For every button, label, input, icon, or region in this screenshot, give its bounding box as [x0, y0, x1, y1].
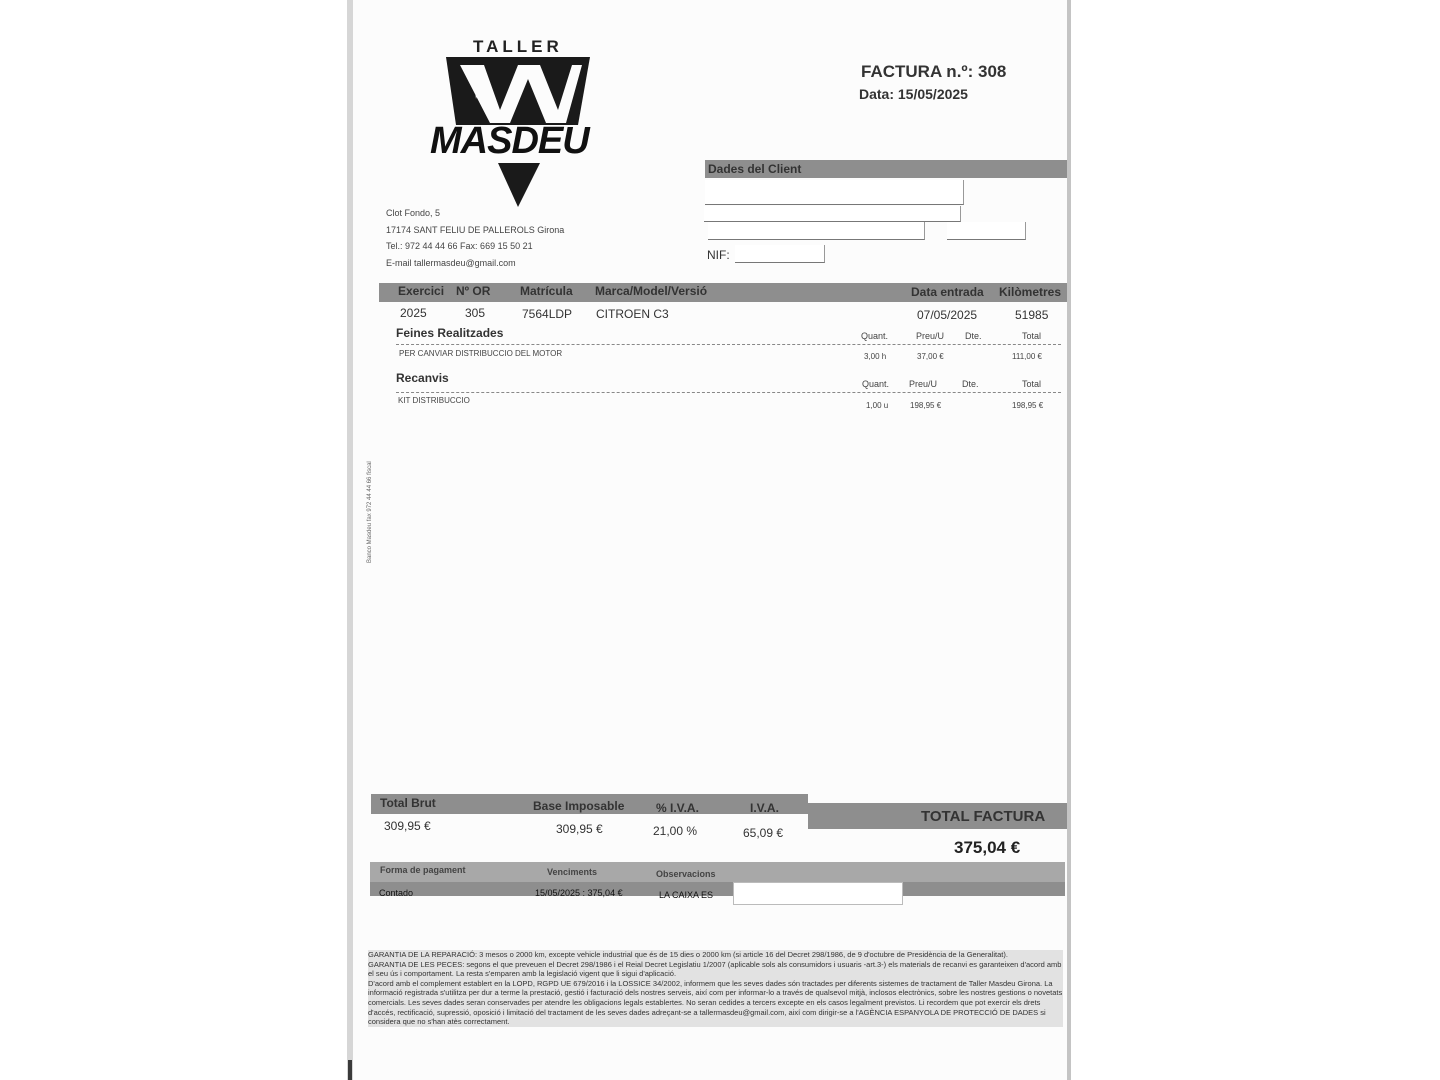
works-col-price: Preu/U [916, 331, 945, 341]
totals-header-vat-pct: % I.V.A. [656, 801, 699, 815]
payment-header-bar [370, 862, 1065, 882]
totals-base: 309,95 € [556, 822, 603, 836]
total-invoice-value: 375,04 € [954, 838, 1021, 857]
works-row-total: 111,00 € [1012, 352, 1042, 361]
scan-edge-right [1067, 0, 1071, 1080]
client-header: Dades del Client [708, 162, 802, 176]
totals-gross: 309,95 € [384, 819, 431, 833]
scan-edge-shadow [348, 1060, 352, 1080]
legal-text [368, 950, 1063, 1027]
company-address-line1: Clot Fondo, 5 [386, 208, 441, 218]
legal-warranty-parts: GARANTIA DE LES PECES: segons el que preveuen el Decret 298/1986 i el Reial Decret Legislatiu 1/2007 (aplicable sols als consumidors i usuaris -art.3-) els materials de recanvi es garanteixen d'acord amb el seu ús i comportament. La resta s'emparen amb la legislació vigent que li sigui d'aplicació. [368, 959, 1062, 979]
parts-col-price: Preu/U [909, 379, 938, 389]
parts-col-total: Total [1022, 379, 1042, 389]
total-invoice-label: TOTAL FACTURA [921, 808, 1046, 825]
client-postcode-redacted [947, 222, 1026, 240]
works-row-price: 37,00 € [917, 352, 944, 361]
parts-row-price: 198,95 € [910, 401, 942, 410]
logo-taller-text: TALLER [473, 37, 563, 56]
works-row-desc: PER CANVIAR DISTRIBUCCIO DEL MOTOR [399, 349, 563, 358]
works-title: Feines Realitzades [396, 326, 504, 340]
company-phone-fax: Tel.: 972 44 44 66 Fax: 669 15 50 21 [386, 241, 533, 251]
payment-due: 15/05/2025 : 375,04 € [535, 888, 623, 898]
payment-notes: LA CAIXA ES [659, 890, 714, 900]
vehicle-header-entry-date: Data entrada [911, 285, 984, 299]
client-nif-redacted [735, 245, 825, 263]
payment-row-bar [370, 882, 1065, 896]
vehicle-km: 51985 [1015, 308, 1049, 322]
invoice-date: Data: 15/05/2025 [859, 86, 968, 102]
works-col-total: Total [1022, 331, 1042, 341]
client-city-redacted [708, 222, 925, 240]
works-col-qty: Quant. [861, 331, 889, 341]
vehicle-plate: 7564LDP [522, 307, 573, 321]
payment-method: Contado [379, 888, 414, 898]
works-col-discount: Dte. [965, 331, 982, 341]
payment-header-notes: Observacions [656, 869, 716, 879]
legal-warranty-repair: GARANTIA DE LA REPARACIÓ: 3 mesos o 2000 km, excepte vehicle industrial que és de 15 dies o 2000 km (si article 16 del Decret 298/1986, de 9 d'octubre de Presidència de la Generalitat). [368, 950, 1008, 959]
legal-data-protection: D'acord amb el complement establert en la LOPD, RGPD UE 679/2016 i la LOSSICE 34/2002, informem que les seves dades són tractades per diferents sistemes de tractament de Taller Masdeu Girona. La informació registrada s'utilitza per dur a terme la prestació, gestió i facturació dels nostres serveis, així com per informar-lo a través de qualsevol mitjà, inclosos electrònics, sobre les nostres gestions o novetats comercials. Les seves dades seran conservades per atendre les obligacions legals establertes. No seran cedides a tercers excepte en els casos legalment previstos. Li recordem que pot exercir els drets d'accés, rectificació, supressió, oposició i limitació del tractament de les seves dades adreçant-se a tallermasdeu@gmail.com, així com dirigir-se a l'AGÈNCIA ESPANYOLA DE PROTECCIÓ DE DADES si considera que no s'han atès correctament. [368, 978, 1063, 1027]
payment-header-due: Venciments [547, 867, 598, 877]
vehicle-header-or: Nº OR [456, 284, 491, 298]
payment-header-method: Forma de pagament [380, 865, 466, 875]
works-row-qty: 3,00 h [864, 352, 887, 361]
vehicle-header-km: Kilòmetres [999, 285, 1062, 299]
side-vertical-note: Banco Masdeu fax 972 44 44 66 fiscal [367, 461, 373, 563]
company-email: E-mail tallermasdeu@gmail.com [386, 258, 516, 268]
client-name-redacted [705, 180, 964, 205]
totals-header-base: Base Imposable [533, 799, 625, 813]
client-address-redacted [704, 206, 961, 222]
parts-row-desc: KIT DISTRIBUCCIO [398, 396, 470, 405]
parts-col-qty: Quant. [862, 379, 890, 389]
totals-header-vat: I.V.A. [750, 801, 779, 815]
company-address-line2: 17174 SANT FELIU DE PALLEROLS Girona [386, 225, 565, 235]
parts-divider [396, 392, 1061, 393]
works-divider [396, 344, 1061, 345]
totals-header-gross: Total Brut [380, 796, 436, 810]
vehicle-header-model: Marca/Model/Versió [595, 284, 708, 298]
vehicle-header-plate: Matrícula [520, 284, 573, 298]
totals-vat-pct: 21,00 % [653, 824, 698, 838]
vehicle-entry-date: 07/05/2025 [917, 308, 978, 322]
parts-row-total: 198,95 € [1012, 401, 1044, 410]
vehicle-model: CITROEN C3 [596, 307, 669, 321]
totals-vat: 65,09 € [743, 826, 784, 840]
logo-masdeu-text: MASDEU [430, 120, 589, 162]
vehicle-year: 2025 [400, 306, 427, 320]
invoice-number: FACTURA n.º: 308 [861, 62, 1007, 81]
vehicle-or: 305 [465, 306, 486, 320]
parts-row-qty: 1,00 u [866, 401, 889, 410]
parts-title: Recanvis [396, 371, 449, 385]
parts-col-discount: Dte. [962, 379, 979, 389]
client-nif-label: NIF: [707, 248, 730, 262]
vehicle-header-year: Exercici [398, 284, 445, 298]
payment-iban-redacted [733, 882, 903, 905]
